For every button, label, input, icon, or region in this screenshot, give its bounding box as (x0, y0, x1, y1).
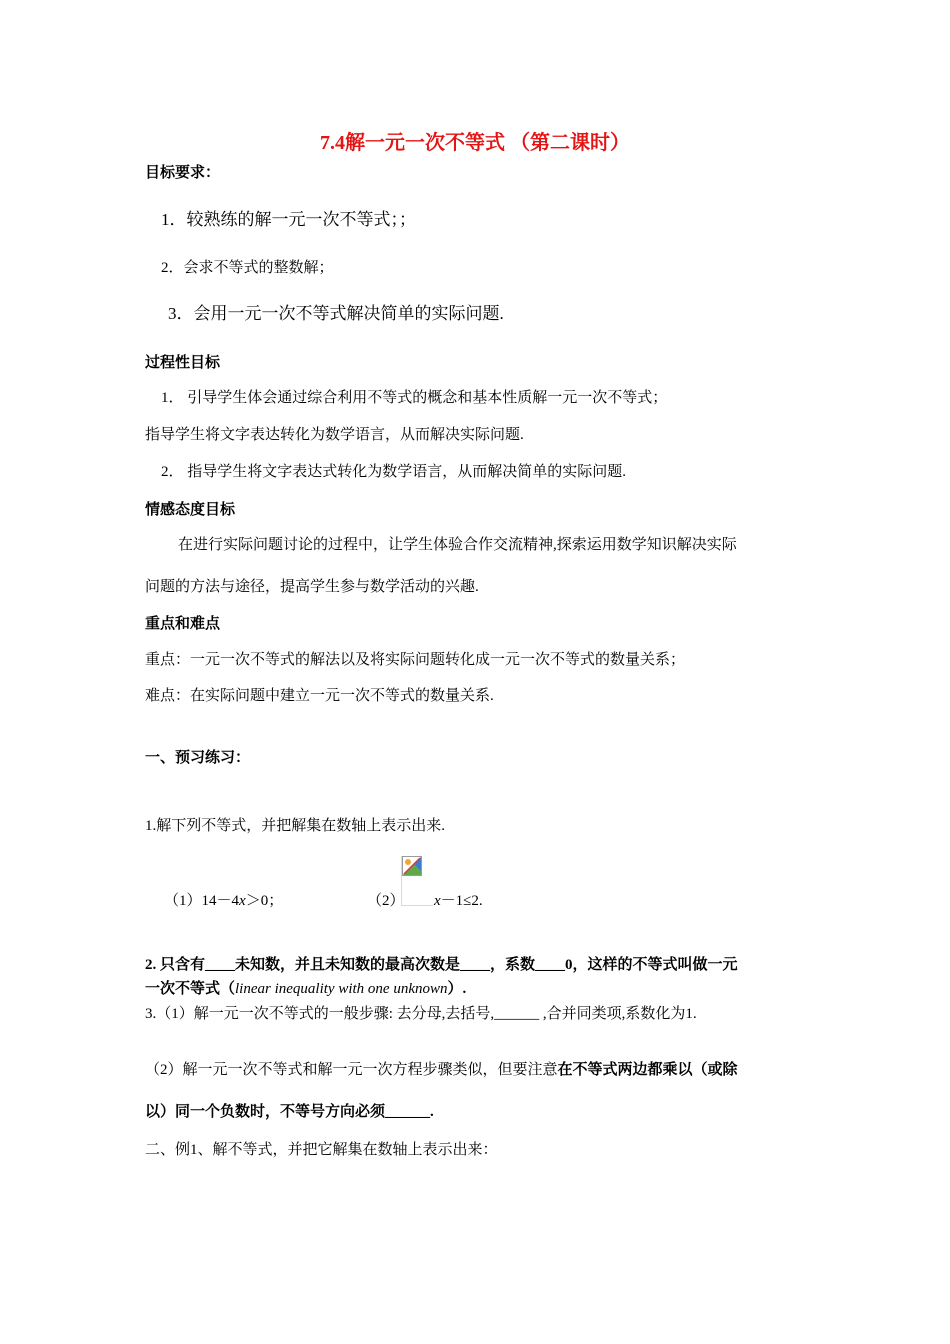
goal-item-2: 2．会求不等式的整数解； (161, 260, 334, 276)
q2-close: ）. (447, 981, 467, 997)
process-item-1-cont: 指导学生将文字表达转化为数学语言，从而解决实际问题. (145, 427, 524, 443)
q1b-suffix: －1≤2. (440, 893, 483, 909)
q1a-suffix: ＞0； (245, 893, 284, 909)
preview-heading: 一、预习练习： (145, 750, 251, 766)
question-2-line-1: 2. 只含有____未知数，并且未知数的最高次数是____，系数____0，这样的不等式叫做一元 (145, 957, 738, 973)
emotion-line-1: 在进行实际问题讨论的过程中，让学生体验合作交流精神,探索运用数学知识解决实际 (178, 537, 737, 553)
q2-term: 一次不等式（ (145, 981, 236, 997)
emotion-heading: 情感态度目标 (145, 502, 236, 518)
process-item-2: 2． 指导学生将文字表达式转化为数学语言，从而解决简单的实际问题. (161, 464, 627, 480)
q2-english-term: linear inequality with one unknown (235, 981, 448, 997)
question-3-2-line-2: 以）同一个负数时，不等号方向必须______. (145, 1104, 434, 1120)
process-heading: 过程性目标 (145, 355, 221, 371)
question-3-1: 3.（1）解一元一次不等式的一般步骤: 去分母,去括号,______ ,合并同类项,系数化为1. (145, 1006, 697, 1022)
fraction-image-placeholder (401, 856, 433, 906)
key-point: 重点：一元一次不等式的解法以及将实际问题转化成一元一次不等式的数量关系； (145, 652, 686, 668)
question-1a (164, 891, 283, 911)
question-1b (434, 891, 483, 911)
goals-heading: 目标要求： (145, 165, 221, 181)
process-item-1: 1． 引导学生体会通过综合利用不等式的概念和基本性质解一元一次不等式； (161, 390, 668, 406)
q3b-normal-text: （2）解一元一次不等式和解一元一次方程步骤类似，但要注意 (145, 1062, 558, 1078)
q1a-prefix: （1）14－4 (164, 893, 240, 909)
q1b-variable: x (434, 893, 441, 909)
broken-image-icon (402, 856, 422, 876)
question-1: 1.解下列不等式，并把解集在数轴上表示出来. (145, 818, 446, 834)
q3b-bold-text: 在不等式两边都乘以（或除 (557, 1062, 738, 1078)
example-heading: 二、例1、解不等式，并把它解集在数轴上表示出来： (145, 1142, 498, 1158)
emotion-line-2: 问题的方法与途径，提高学生参与数学活动的兴趣. (145, 579, 479, 595)
question-3-2-line-1 (145, 1060, 738, 1080)
difficult-point: 难点：在实际问题中建立一元一次不等式的数量关系. (145, 688, 494, 704)
goal-item-1: 1．较熟练的解一元一次不等式；； (161, 210, 416, 229)
page-title: 7.4解一元一次不等式 （第二课时） (320, 132, 630, 154)
keypoints-heading: 重点和难点 (145, 616, 221, 632)
question-2-line-2 (145, 979, 466, 999)
q1a-variable: x (239, 893, 246, 909)
question-1b-prefix: （2） (367, 893, 405, 909)
goal-item-3: 3．会用一元一次不等式解决简单的实际问题. (168, 304, 504, 323)
